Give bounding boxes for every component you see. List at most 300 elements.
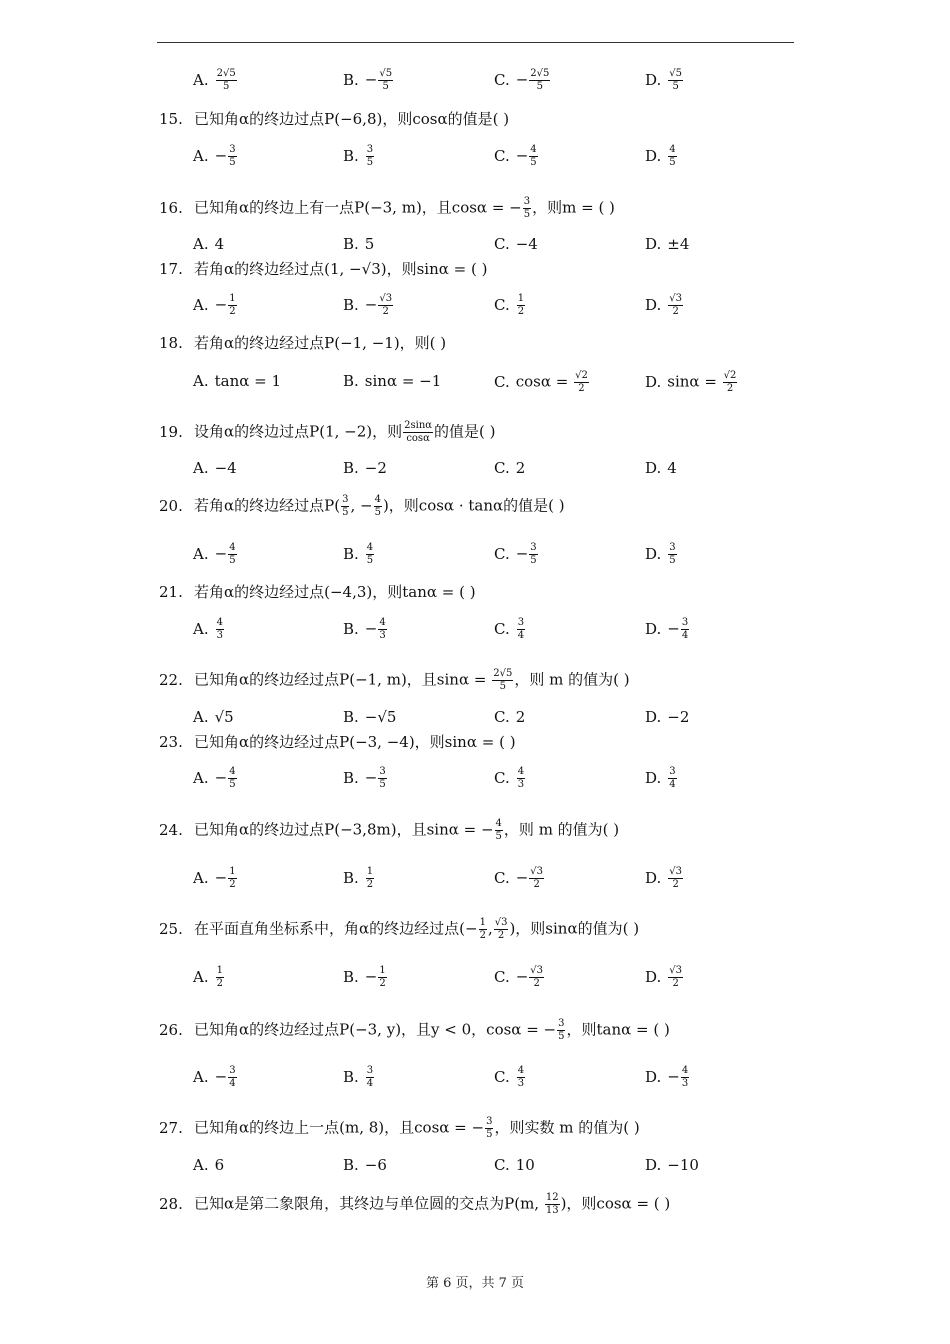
- fraction: [529, 542, 537, 567]
- option-q19-c: [494, 457, 525, 479]
- denominator: 5: [382, 81, 389, 92]
- option-text: −√5: [364, 708, 397, 726]
- numerator: 4: [366, 542, 374, 553]
- option-text: tanα = 1: [214, 372, 282, 390]
- option-label: D.: [645, 459, 662, 477]
- numerator: 4: [229, 766, 236, 777]
- numerator: 4: [374, 494, 381, 505]
- fraction: [557, 1018, 565, 1043]
- question-20: [159, 494, 565, 519]
- option-q16-a: [193, 233, 224, 255]
- question-text: 已知角α的终边上一点(m, 8)，且cosα = −: [194, 1118, 485, 1137]
- numerator: 4: [216, 617, 223, 628]
- numerator: 3: [366, 144, 374, 155]
- option-label: B.: [343, 967, 359, 986]
- numerator: √5: [669, 68, 682, 79]
- question-25: [159, 917, 639, 942]
- denominator: 2: [216, 978, 223, 989]
- fraction: [479, 917, 487, 942]
- option-text: −: [214, 768, 228, 787]
- denominator: 2: [533, 879, 540, 890]
- option-text: −10: [667, 1156, 699, 1174]
- denominator: 5: [486, 1129, 493, 1140]
- fraction: [668, 293, 683, 318]
- option-q26-d: [645, 1065, 690, 1090]
- option-text: −2: [364, 459, 387, 477]
- option-label: C.: [494, 544, 510, 563]
- numerator: 1: [366, 866, 374, 877]
- numerator: 3: [669, 542, 676, 553]
- option-text: ±4: [667, 235, 690, 253]
- option-text: −: [214, 868, 228, 887]
- numerator: 1: [216, 965, 223, 976]
- option-label: B.: [343, 544, 359, 563]
- fraction: [668, 866, 683, 891]
- option-text: −: [515, 544, 529, 563]
- option-q14-b: [343, 68, 394, 93]
- numerator: 3: [379, 766, 386, 777]
- option-label: B.: [343, 868, 359, 887]
- fraction: [517, 617, 525, 642]
- option-label: D.: [645, 967, 662, 986]
- numerator: 3: [229, 144, 236, 155]
- denominator: cosα: [406, 433, 430, 444]
- option-label: D.: [645, 868, 662, 887]
- option-label: D.: [645, 1067, 662, 1086]
- fraction: [517, 293, 525, 318]
- denominator: 2: [497, 930, 505, 941]
- option-label: C.: [494, 459, 510, 477]
- option-label: B.: [343, 1156, 359, 1174]
- numerator: √3: [530, 965, 544, 976]
- numerator: √3: [669, 866, 682, 877]
- fraction: [492, 668, 513, 693]
- question-number: 26.: [159, 1020, 183, 1039]
- question-text: 已知角α的终边过点P(−6,8)，则cosα的值是( ): [194, 110, 510, 128]
- option-label: B.: [343, 768, 359, 787]
- option-q22-d: [645, 706, 689, 728]
- numerator: √3: [669, 293, 682, 304]
- option-label: B.: [343, 235, 359, 253]
- option-q14-a: [193, 68, 238, 93]
- fraction: [523, 196, 531, 221]
- question-number: 18.: [159, 334, 183, 352]
- fraction: [378, 293, 393, 318]
- denominator: 2: [578, 383, 585, 394]
- option-q20-d: [645, 542, 678, 567]
- question-text: 的值是( ): [434, 422, 496, 441]
- question-16: [159, 196, 615, 221]
- numerator: 4: [495, 818, 502, 829]
- fraction: [545, 1192, 560, 1217]
- question-text: 设角α的终边过点P(1, −2)，则: [194, 422, 403, 441]
- fraction: [228, 1065, 236, 1090]
- option-label: C.: [494, 1067, 510, 1086]
- denominator: 2: [672, 306, 679, 317]
- question-number: 25.: [159, 919, 183, 938]
- fraction: [366, 866, 374, 891]
- fraction: [485, 1116, 493, 1141]
- option-q18-d: [645, 370, 738, 395]
- question-text: 已知角α的终边经过点P(−3, −4)，则sinα = ( ): [194, 733, 516, 751]
- fraction: [668, 542, 676, 567]
- option-q24-b: [343, 866, 375, 891]
- fraction: [723, 370, 738, 395]
- option-q20-a: [193, 542, 238, 567]
- denominator: 5: [229, 779, 236, 790]
- fraction: [681, 1065, 689, 1090]
- fraction: [228, 542, 236, 567]
- denominator: 2: [479, 930, 486, 941]
- denominator: 4: [517, 630, 525, 641]
- question-number: 20.: [159, 496, 183, 515]
- fraction: [681, 617, 689, 642]
- option-q27-a: [193, 1154, 224, 1176]
- option-text: −: [364, 619, 378, 638]
- question-15: [159, 108, 509, 130]
- question-text: 若角α的终边经过点(−4,3)，则tanα = ( ): [194, 583, 476, 601]
- option-label: C.: [494, 70, 510, 89]
- fraction: [517, 1065, 525, 1090]
- option-q21-b: [343, 617, 388, 642]
- option-q21-d: [645, 617, 690, 642]
- option-label: A.: [193, 708, 209, 726]
- denominator: 5: [495, 831, 502, 842]
- option-q15-a: [193, 144, 238, 169]
- option-q23-d: [645, 766, 678, 791]
- question-24: [159, 818, 619, 843]
- denominator: 2: [726, 383, 734, 394]
- option-label: D.: [645, 295, 662, 314]
- option-q23-c: [494, 766, 526, 791]
- fraction: [378, 68, 393, 93]
- numerator: √3: [379, 293, 393, 304]
- denominator: 3: [216, 630, 223, 641]
- option-q18-b: [343, 370, 441, 392]
- denominator: 5: [558, 1031, 565, 1042]
- option-text: −: [214, 544, 228, 563]
- option-q20-c: [494, 542, 539, 567]
- denominator: 5: [229, 555, 236, 566]
- option-text: cosα =: [515, 372, 574, 391]
- question-text: ，则 m 的值为( ): [514, 670, 630, 689]
- numerator: 2√5: [530, 68, 550, 79]
- option-q27-c: [494, 1154, 535, 1176]
- denominator: 2: [517, 306, 525, 317]
- option-q17-c: [494, 293, 526, 318]
- question-17: [159, 258, 487, 280]
- denominator: 4: [366, 1078, 374, 1089]
- fraction: [216, 68, 237, 93]
- numerator: 4: [530, 144, 537, 155]
- question-text: 若角α的终边经过点P(: [194, 496, 341, 515]
- option-text: 5: [364, 235, 375, 253]
- question-text: 若角α的终边经过点P(−1, −1)，则( ): [194, 334, 447, 352]
- option-label: B.: [343, 619, 359, 638]
- option-text: 6: [214, 1156, 225, 1174]
- fraction: [228, 766, 236, 791]
- numerator: 1: [229, 866, 236, 877]
- option-text: −: [515, 967, 529, 986]
- option-q15-c: [494, 144, 539, 169]
- option-label: B.: [343, 1067, 359, 1086]
- option-q24-a: [193, 866, 238, 891]
- option-q16-c: [494, 233, 538, 255]
- numerator: 4: [379, 617, 386, 628]
- denominator: 5: [366, 555, 374, 566]
- option-q25-b: [343, 965, 388, 990]
- option-label: D.: [645, 619, 662, 638]
- numerator: 3: [517, 617, 525, 628]
- option-label: B.: [343, 708, 359, 726]
- fraction: [668, 766, 676, 791]
- question-18: [159, 332, 446, 354]
- option-label: B.: [343, 295, 359, 314]
- option-q17-d: [645, 293, 684, 318]
- option-q15-d: [645, 144, 678, 169]
- numerator: 1: [517, 293, 525, 304]
- option-label: A.: [193, 1067, 209, 1086]
- question-text: ，则m = ( ): [532, 198, 615, 217]
- denominator: 2: [229, 879, 236, 890]
- question-text: ，则实数 m 的值为( ): [494, 1118, 640, 1137]
- fraction: [228, 293, 236, 318]
- option-q19-d: [645, 457, 677, 479]
- denominator: 2: [672, 879, 679, 890]
- option-label: A.: [193, 295, 209, 314]
- denominator: 5: [229, 157, 236, 168]
- numerator: 1: [229, 293, 236, 304]
- question-number: 24.: [159, 820, 183, 839]
- denominator: 5: [530, 555, 537, 566]
- option-q17-b: [343, 293, 394, 318]
- denominator: 4: [669, 779, 676, 790]
- question-27: [159, 1116, 640, 1141]
- denominator: 5: [530, 157, 537, 168]
- option-text: −: [515, 868, 529, 887]
- denominator: 3: [681, 1078, 689, 1089]
- question-number: 17.: [159, 260, 183, 278]
- option-text: −: [667, 1067, 680, 1086]
- option-q26-b: [343, 1065, 375, 1090]
- question-23: [159, 731, 516, 753]
- option-q14-d: [645, 68, 684, 93]
- denominator: 3: [517, 779, 525, 790]
- option-q27-b: [343, 1154, 387, 1176]
- denominator: 2: [382, 306, 389, 317]
- fraction: [668, 144, 676, 169]
- question-text: 若角α的终边经过点(1, −√3)，则sinα = ( ): [194, 260, 488, 278]
- option-text: −: [214, 1067, 228, 1086]
- fraction: [495, 818, 503, 843]
- fraction: [366, 1065, 374, 1090]
- option-label: D.: [645, 372, 662, 391]
- denominator: 2: [366, 879, 374, 890]
- question-number: 27.: [159, 1118, 183, 1137]
- denominator: 5: [499, 681, 506, 692]
- numerator: 2sinα: [404, 420, 433, 431]
- option-label: D.: [645, 70, 662, 89]
- numerator: √5: [379, 68, 393, 79]
- question-number: 19.: [159, 422, 183, 441]
- option-label: D.: [645, 708, 662, 726]
- numerator: 4: [517, 766, 525, 777]
- option-text: −: [364, 768, 378, 787]
- numerator: 4: [517, 1065, 525, 1076]
- fraction: [374, 494, 382, 519]
- option-label: C.: [494, 967, 510, 986]
- question-text: 已知角α的终边经过点P(−1, m)，且sinα =: [194, 670, 492, 689]
- denominator: 5: [366, 157, 374, 168]
- option-label: A.: [193, 967, 209, 986]
- numerator: 3: [530, 542, 537, 553]
- option-q16-d: [645, 233, 689, 255]
- option-q24-c: [494, 866, 545, 891]
- option-text: sinα =: [667, 372, 722, 391]
- option-q17-a: [193, 293, 238, 318]
- option-q25-a: [193, 965, 225, 990]
- option-label: C.: [494, 619, 510, 638]
- denominator: 4: [229, 1078, 236, 1089]
- denominator: 3: [517, 1078, 525, 1089]
- fraction: [366, 144, 374, 169]
- fraction: [216, 965, 224, 990]
- denominator: 2: [229, 306, 236, 317]
- fraction: [529, 866, 544, 891]
- option-q20-b: [343, 542, 375, 567]
- option-q15-b: [343, 144, 375, 169]
- option-q18-a: [193, 370, 281, 392]
- option-label: C.: [494, 768, 510, 787]
- fraction: [378, 617, 386, 642]
- fraction: [529, 144, 537, 169]
- numerator: √2: [575, 370, 588, 381]
- question-text: ，则tanα = ( ): [566, 1020, 670, 1039]
- question-number: 15.: [159, 110, 183, 128]
- option-label: D.: [645, 146, 662, 165]
- question-text: 已知角α的终边上有一点P(−3, m)，且cosα = −: [194, 198, 522, 217]
- option-text: −4: [214, 459, 237, 477]
- page-footer: 第 6 页，共 7 页: [425, 1276, 525, 1291]
- numerator: 12: [545, 1192, 559, 1203]
- option-q26-c: [494, 1065, 526, 1090]
- question-21: [159, 581, 476, 603]
- option-label: C.: [494, 708, 510, 726]
- option-q19-a: [193, 457, 237, 479]
- fraction: [216, 617, 224, 642]
- numerator: 3: [342, 494, 349, 505]
- numerator: 3: [523, 196, 531, 207]
- denominator: 5: [342, 507, 349, 518]
- denominator: 5: [374, 507, 381, 518]
- denominator: 5: [536, 81, 544, 92]
- denominator: 3: [379, 630, 386, 641]
- question-22: [159, 668, 630, 693]
- fraction: [378, 766, 386, 791]
- option-q18-c: [494, 370, 590, 395]
- question-number: 21.: [159, 583, 183, 601]
- option-text: −4: [515, 235, 538, 253]
- option-q27-d: [645, 1154, 699, 1176]
- fraction: [366, 542, 374, 567]
- question-text: 已知角α的终边过点P(−3,8m)，且sinα = −: [194, 820, 494, 839]
- question-text: ，则 m 的值为( ): [503, 820, 620, 839]
- denominator: 5: [672, 81, 679, 92]
- denominator: 2: [672, 978, 679, 989]
- option-text: sinα = −1: [364, 372, 442, 390]
- option-text: −2: [667, 708, 690, 726]
- fraction: [668, 68, 683, 93]
- option-text: −: [214, 295, 228, 314]
- option-text: −: [214, 146, 228, 165]
- option-text: −: [515, 70, 529, 89]
- option-text: −: [364, 967, 378, 986]
- option-label: C.: [494, 1156, 510, 1174]
- option-label: C.: [494, 295, 510, 314]
- option-label: A.: [193, 459, 209, 477]
- option-q22-c: [494, 706, 525, 728]
- question-text: , −: [350, 496, 373, 515]
- option-label: A.: [193, 619, 209, 638]
- question-number: 28.: [159, 1194, 183, 1213]
- option-label: B.: [343, 146, 359, 165]
- numerator: √3: [669, 965, 682, 976]
- question-19: [159, 420, 496, 445]
- option-q25-d: [645, 965, 684, 990]
- option-q16-b: [343, 233, 374, 255]
- numerator: 3: [669, 766, 676, 777]
- numerator: 3: [486, 1116, 493, 1127]
- option-text: −: [364, 295, 378, 314]
- denominator: 4: [681, 630, 689, 641]
- numerator: 4: [681, 1065, 689, 1076]
- fraction: [517, 766, 525, 791]
- fraction: [378, 965, 386, 990]
- fraction: [494, 917, 509, 942]
- question-number: 22.: [159, 670, 183, 689]
- option-label: C.: [494, 372, 510, 391]
- numerator: 1: [479, 917, 486, 928]
- option-label: A.: [193, 1156, 209, 1174]
- question-text: ,: [487, 919, 493, 938]
- option-text: −: [515, 146, 529, 165]
- option-label: C.: [494, 146, 510, 165]
- numerator: 4: [669, 144, 676, 155]
- numerator: √2: [723, 370, 737, 381]
- fraction: [403, 420, 433, 445]
- option-text: −: [667, 619, 680, 638]
- denominator: 5: [222, 81, 230, 92]
- option-label: A.: [193, 146, 209, 165]
- option-text: 2: [515, 459, 526, 477]
- question-26: [159, 1018, 670, 1043]
- option-label: A.: [193, 544, 209, 563]
- fraction: [529, 965, 544, 990]
- option-label: D.: [645, 544, 662, 563]
- question-text: 在平面直角坐标系中，角α的终边经过点(−: [194, 919, 478, 938]
- question-text: 已知角α的终边经过点P(−3, y)，且y < 0，cosα = −: [194, 1020, 557, 1039]
- option-text: −6: [364, 1156, 387, 1174]
- option-label: A.: [193, 868, 209, 887]
- option-q19-b: [343, 457, 387, 479]
- option-q21-a: [193, 617, 225, 642]
- question-number: 23.: [159, 733, 183, 751]
- denominator: 13: [545, 1205, 559, 1216]
- option-q24-d: [645, 866, 684, 891]
- option-q22-a: [193, 706, 234, 728]
- option-q14-c: [494, 68, 551, 93]
- question-text: 已知α是第二象限角，其终边与单位圆的交点为P(m,: [194, 1194, 544, 1213]
